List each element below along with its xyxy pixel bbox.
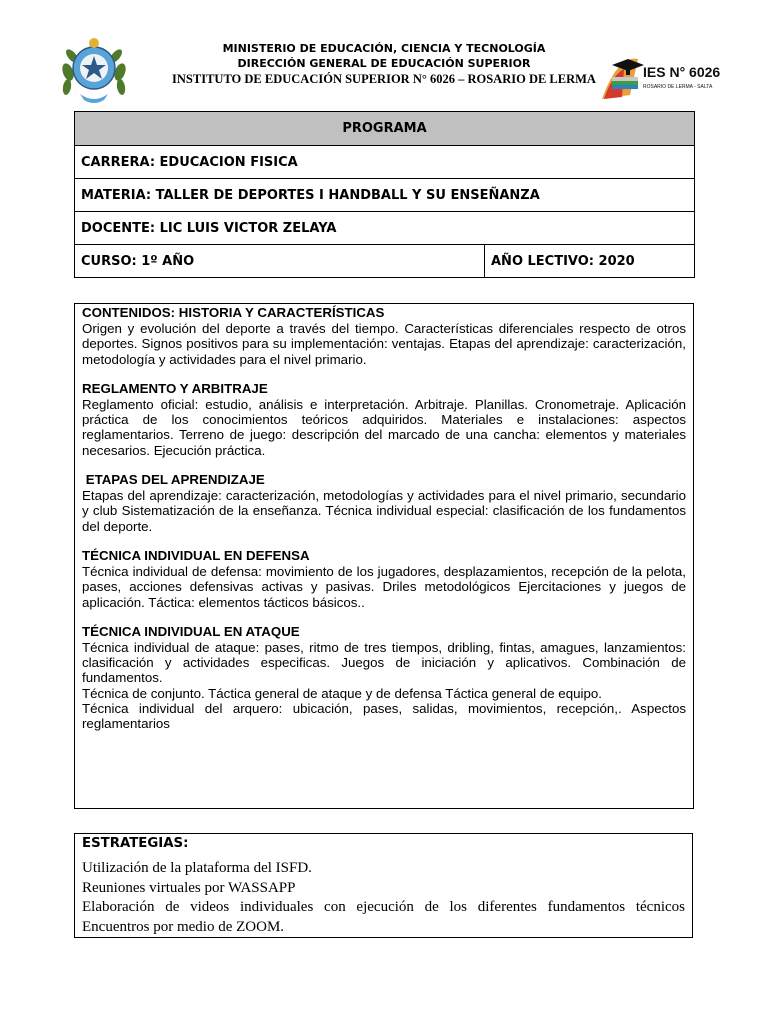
course-cell: CURSO: 1º AÑO: [75, 245, 485, 278]
svg-text:IES N° 6026: IES N° 6026: [643, 64, 721, 80]
strategy-line: Elaboración de videos individuales con ejecución de los diferentes fundamentos técnicos Encuentros por medio de ZOOM.: [82, 899, 685, 935]
school-year-cell: AÑO LECTIVO: 2020: [485, 245, 695, 278]
program-table: [74, 111, 695, 278]
institute-line: INSTITUTO DE EDUCACIÓN SUPERIOR N° 6026 – ROSARIO DE LERMA: [172, 72, 596, 86]
section-paragraph: Técnica individual de defensa: movimiento de los jugadores, desplazamientos, recepción de la pelota, pases, acciones defensivas activas y pasivas. Driles metodológicos Ejercitaciones y juegos de aplicación. Táctica: elementos tácticos básicos..: [82, 563, 686, 610]
section-heading: REGLAMENTO Y ARBITRAJE: [82, 380, 268, 396]
contents-section: [82, 472, 686, 534]
section-paragraph: Etapas del aprendizaje: caracterización, metodologías y actividades para el nivel primario, secundario y club Sistematización de la enseñanza. Técnica individual especial: clasificación de los fundamentos del deporte.: [82, 488, 686, 534]
section-heading: ETAPAS DEL APRENDIZAJE: [82, 472, 265, 488]
contents-section: [82, 305, 686, 367]
strategy-line: Reuniones virtuales por WASSAPP: [82, 879, 296, 896]
document-header: [0, 0, 768, 110]
strategies-list: [82, 859, 685, 937]
strategies-box: [74, 833, 693, 938]
directorate-line: DIRECCIÓN GENERAL DE EDUCACIÓN SUPERIOR: [237, 57, 531, 70]
section-heading: TÉCNICA INDIVIDUAL EN DEFENSA: [82, 547, 310, 563]
strategy-line: Utilización de la plataforma del ISFD.: [82, 860, 312, 876]
section-paragraph: Origen y evolución del deporte a través del tiempo. Características diferenciales respecto de otros deportes. Signos positivos para su implementación: ventajas. Etapas del aprendizaje: caracterización, metodología y actividades para el nivel primario.: [82, 321, 686, 367]
career-cell: CARRERA: EDUCACION FISICA: [75, 146, 695, 179]
svg-text:ROSARIO DE LERMA - SALTA: ROSARIO DE LERMA - SALTA: [643, 84, 713, 90]
section-paragraph: Reglamento oficial: estudio, análisis e interpretación. Arbitraje. Planillas. Cronometraje. Aplicación práctica de los conocimientos teóricos adquiridos. Materiales e instalaciones: aspectos reglamentarios. Terreno de juego: descripción del marcado de una cancha: elementos y materiales necesarios. Ejecución práctica.: [82, 396, 686, 458]
ies-logo: [598, 55, 721, 103]
section-paragraph: Técnica individual del arquero: ubicación, pases, salidas, movimientos, recepción,. Aspectos reglamentarios: [82, 701, 686, 732]
ministry-line: MINISTERIO DE EDUCACIÓN, CIENCIA Y TECNOLOGÍA: [222, 42, 546, 55]
contents-box: [74, 303, 694, 809]
program-title: PROGRAMA: [75, 112, 695, 146]
subject-cell: MATERIA: TALLER DE DEPORTES I HANDBALL Y SU ENSEÑANZA: [75, 179, 695, 212]
section-paragraph: Técnica individual de ataque: pases, ritmo de tres tiempos, dribling, fintas, amagues, lanzamientos: clasificación y actividades especificas. Juegos de iniciación y aplicativos. Combinación de fundamentos.: [82, 639, 686, 686]
section-paragraph: Técnica de conjunto. Táctica general de ataque y de defensa Táctica general de equipo.: [82, 685, 602, 701]
contents-section: [82, 548, 686, 610]
section-heading: CONTENIDOS: HISTORIA Y CARACTERÍSTICAS: [82, 305, 385, 320]
contents-section: [82, 624, 686, 732]
strategies-title: ESTRATEGIAS:: [82, 836, 189, 851]
contents-section: [82, 381, 686, 458]
section-heading: TÉCNICA INDIVIDUAL EN ATAQUE: [82, 623, 300, 639]
teacher-cell: DOCENTE: LIC LUIS VICTOR ZELAYA: [75, 212, 695, 245]
